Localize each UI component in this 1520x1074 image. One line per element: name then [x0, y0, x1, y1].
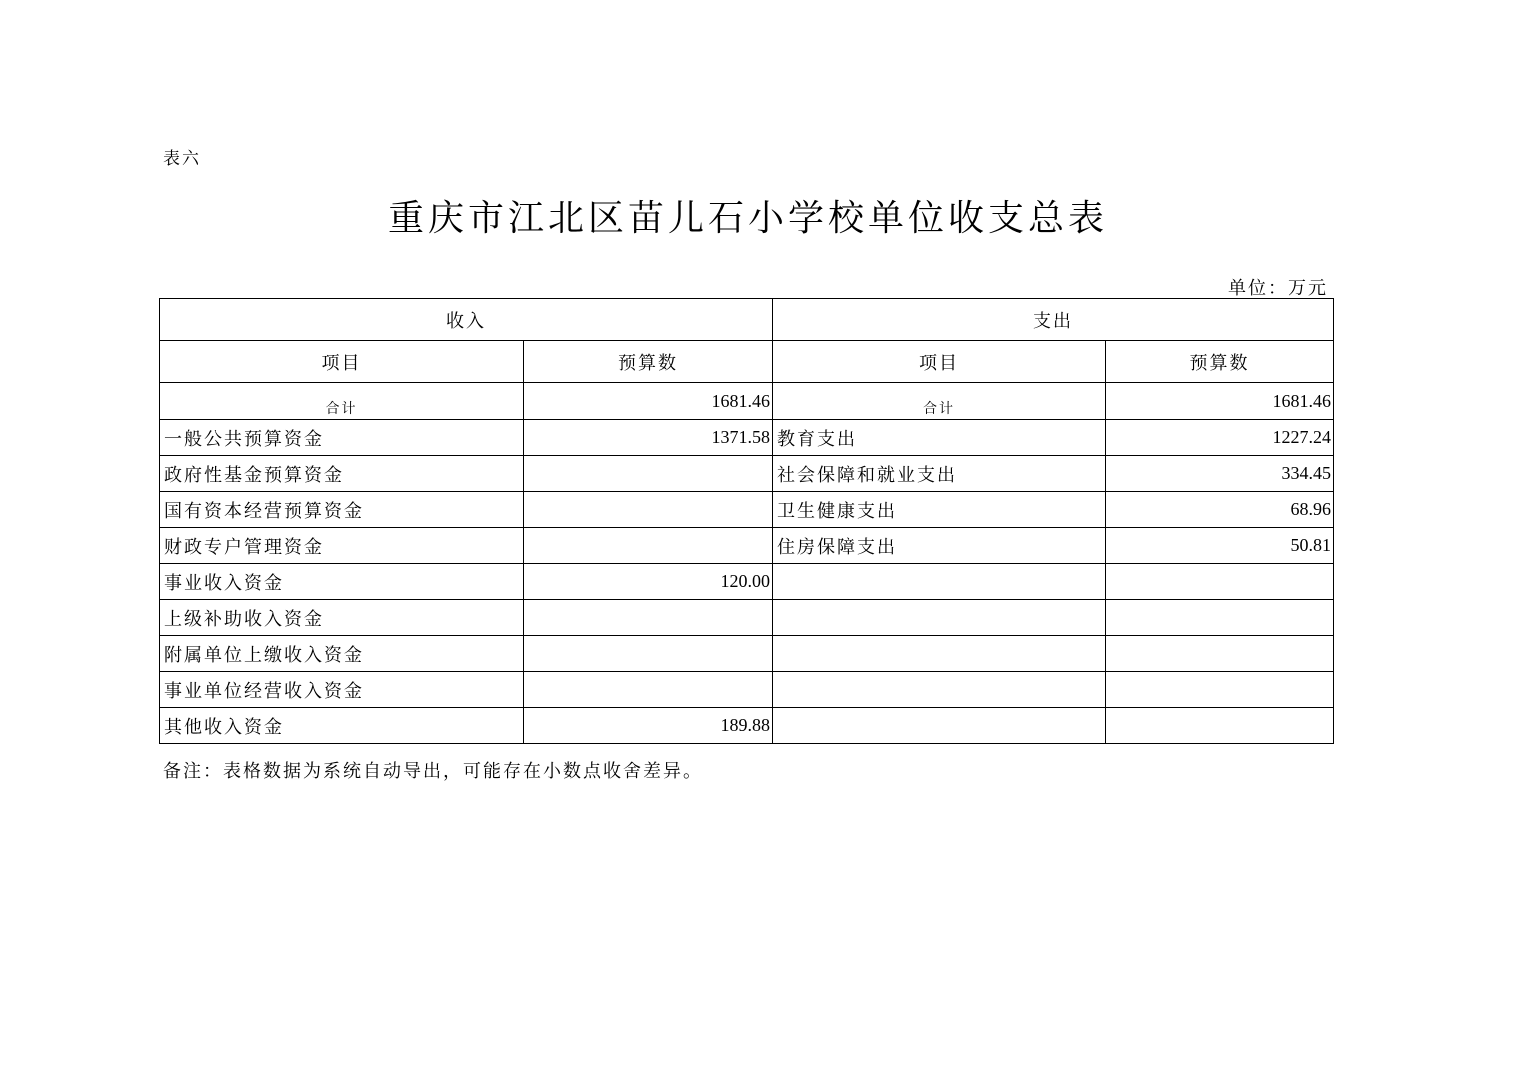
expense-value-cell [1106, 600, 1334, 636]
table-number: 表六 [163, 149, 201, 169]
table-row [160, 600, 1334, 636]
income-item-cell: 财政专户管理资金 [160, 528, 524, 564]
income-total-value: 1681.46 [524, 383, 773, 420]
income-value-cell [524, 456, 773, 492]
expense-item-cell: 教育支出 [773, 420, 1106, 456]
income-item-cell: 事业收入资金 [160, 564, 524, 600]
income-item-cell: 政府性基金预算资金 [160, 456, 524, 492]
income-value-cell [524, 636, 773, 672]
income-item-cell: 国有资本经营预算资金 [160, 492, 524, 528]
expense-value-cell: 68.96 [1106, 492, 1334, 528]
expense-value-cell [1106, 708, 1334, 744]
column-header-row [160, 341, 1334, 383]
income-value-cell [524, 600, 773, 636]
table-row [160, 636, 1334, 672]
table-row [160, 528, 1334, 564]
expense-item-cell [773, 600, 1106, 636]
expense-value-cell: 334.45 [1106, 456, 1334, 492]
table-row [160, 492, 1334, 528]
income-section-header: 收入 [160, 299, 773, 341]
expense-value-cell: 1227.24 [1106, 420, 1334, 456]
expense-value-cell [1106, 564, 1334, 600]
section-header-row [160, 299, 1334, 341]
income-value-cell [524, 528, 773, 564]
expense-item-cell [773, 636, 1106, 672]
expense-section-header: 支出 [773, 299, 1334, 341]
expense-total-label: 合计 [773, 383, 1106, 420]
income-value-cell: 1371.58 [524, 420, 773, 456]
income-total-label: 合计 [160, 383, 524, 420]
budget-table [159, 298, 1334, 744]
total-row [160, 383, 1334, 420]
expense-value-cell [1106, 672, 1334, 708]
income-budget-column-header: 预算数 [524, 341, 773, 383]
expense-item-cell [773, 708, 1106, 744]
expense-item-cell [773, 672, 1106, 708]
expense-item-cell [773, 564, 1106, 600]
expense-item-cell: 社会保障和就业支出 [773, 456, 1106, 492]
table-row [160, 708, 1334, 744]
income-item-cell: 附属单位上缴收入资金 [160, 636, 524, 672]
table-row [160, 564, 1334, 600]
expense-item-cell: 住房保障支出 [773, 528, 1106, 564]
expense-item-column-header: 项目 [773, 341, 1106, 383]
expense-item-cell: 卫生健康支出 [773, 492, 1106, 528]
income-item-cell: 其他收入资金 [160, 708, 524, 744]
footnote: 备注：表格数据为系统自动导出，可能存在小数点收舍差异。 [163, 761, 703, 782]
income-value-cell [524, 492, 773, 528]
table-row [160, 420, 1334, 456]
expense-value-cell: 50.81 [1106, 528, 1334, 564]
income-item-cell: 事业单位经营收入资金 [160, 672, 524, 708]
expense-value-cell [1106, 636, 1334, 672]
unit-label: 单位：万元 [1228, 278, 1328, 299]
income-value-cell: 120.00 [524, 564, 773, 600]
income-item-cell: 一般公共预算资金 [160, 420, 524, 456]
income-value-cell: 189.88 [524, 708, 773, 744]
page-title: 重庆市江北区苗儿石小学校单位收支总表 [387, 198, 1108, 239]
table-row [160, 672, 1334, 708]
income-item-column-header: 项目 [160, 341, 524, 383]
expense-budget-column-header: 预算数 [1106, 341, 1334, 383]
income-item-cell: 上级补助收入资金 [160, 600, 524, 636]
table-row [160, 456, 1334, 492]
expense-total-value: 1681.46 [1106, 383, 1334, 420]
income-value-cell [524, 672, 773, 708]
